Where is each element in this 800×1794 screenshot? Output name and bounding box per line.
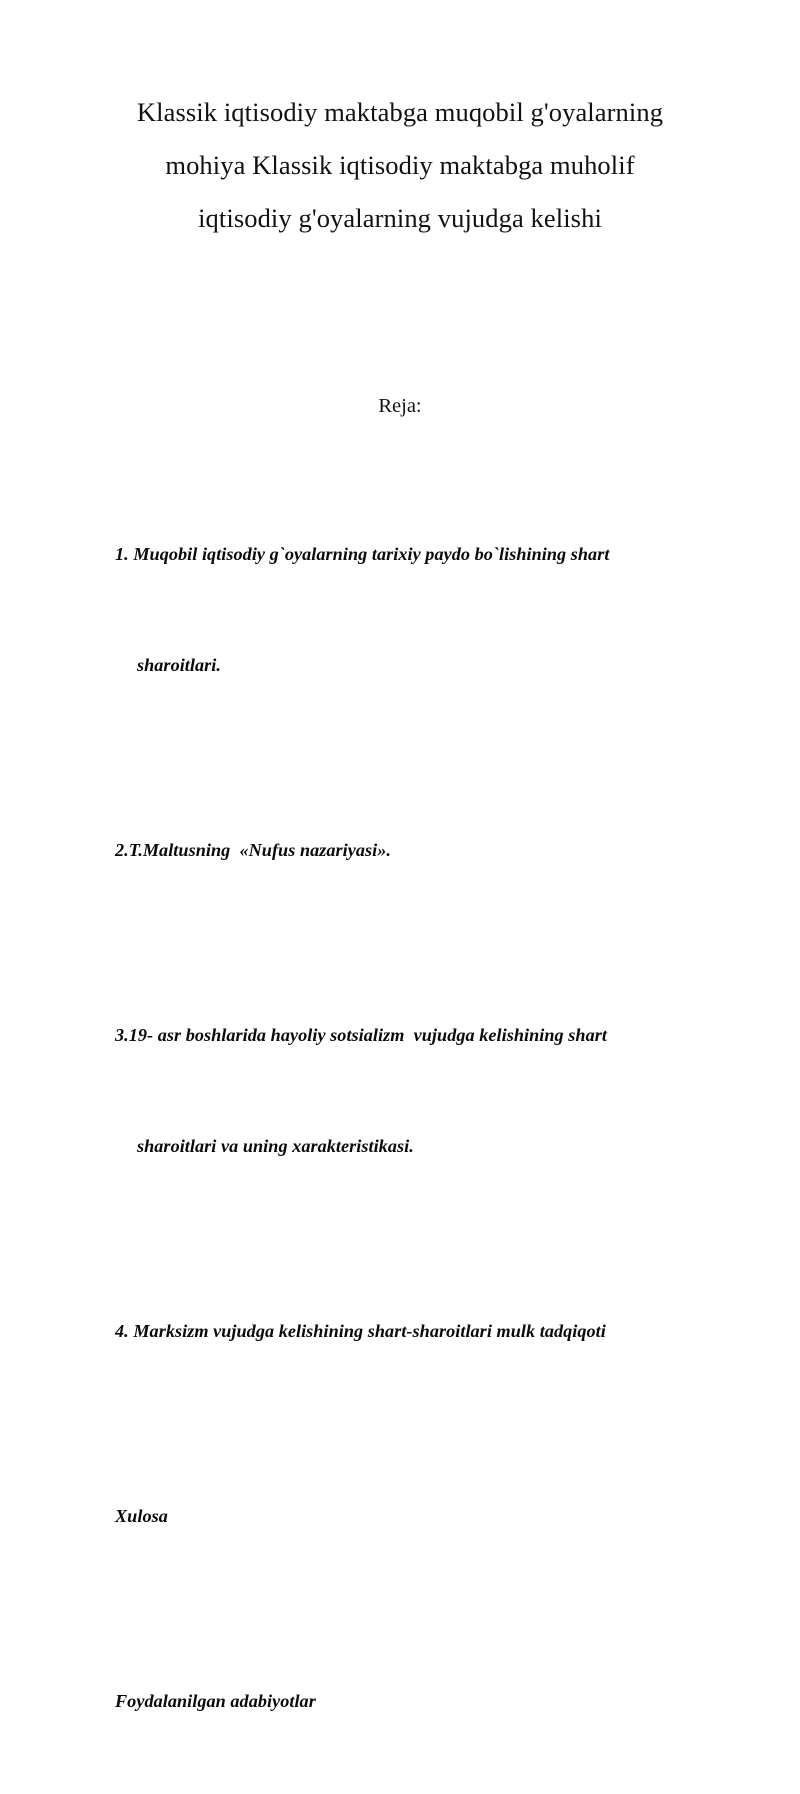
plan-item-1-line-1: 1. Muqobil iqtisodiy g`oyalarning tarixiy paydo bo`lishining shart <box>115 544 610 564</box>
plan-item-4-line-1: 4. Marksizm vujudga kelishining shart-sharoitlari mulk tadqiqoti <box>115 1321 606 1341</box>
document-title-line-2: mohiya Klassik iqtisodiy maktabga muholif <box>165 149 635 180</box>
plan-item-1-line-2: sharoitlari. <box>137 655 221 675</box>
document-title-line-1: Klassik iqtisodiy maktabga muqobil g'oyalarning <box>136 96 664 127</box>
plan-list-item <box>115 1239 705 1424</box>
plan-item-conclusion-label: Xulosa <box>115 1506 168 1526</box>
document-title-line-3: iqtisodiy g'oyalarning vujudga kelishi <box>198 202 602 233</box>
plan-list-item-conclusion <box>115 1424 705 1609</box>
plan-item-3-line-2: sharoitlari va uning xarakteristikasi. <box>137 1136 414 1156</box>
plan-list <box>115 462 705 1794</box>
plan-list-item-references <box>115 1609 705 1794</box>
plan-item-references-label: Foydalanilgan adabiyotlar <box>115 1691 316 1711</box>
plan-item-2-line-1: 2.T.Maltusning «Nufus nazariyasi». <box>115 840 391 860</box>
plan-list-item <box>115 943 705 1239</box>
plan-list-item <box>115 758 705 943</box>
plan-list-item <box>115 462 705 758</box>
plan-heading: Reja: <box>378 395 422 417</box>
plan-item-3-line-1: 3.19- asr boshlarida hayoliy sotsializm vujudga kelishining shart <box>115 1025 607 1045</box>
document-title <box>100 86 700 245</box>
